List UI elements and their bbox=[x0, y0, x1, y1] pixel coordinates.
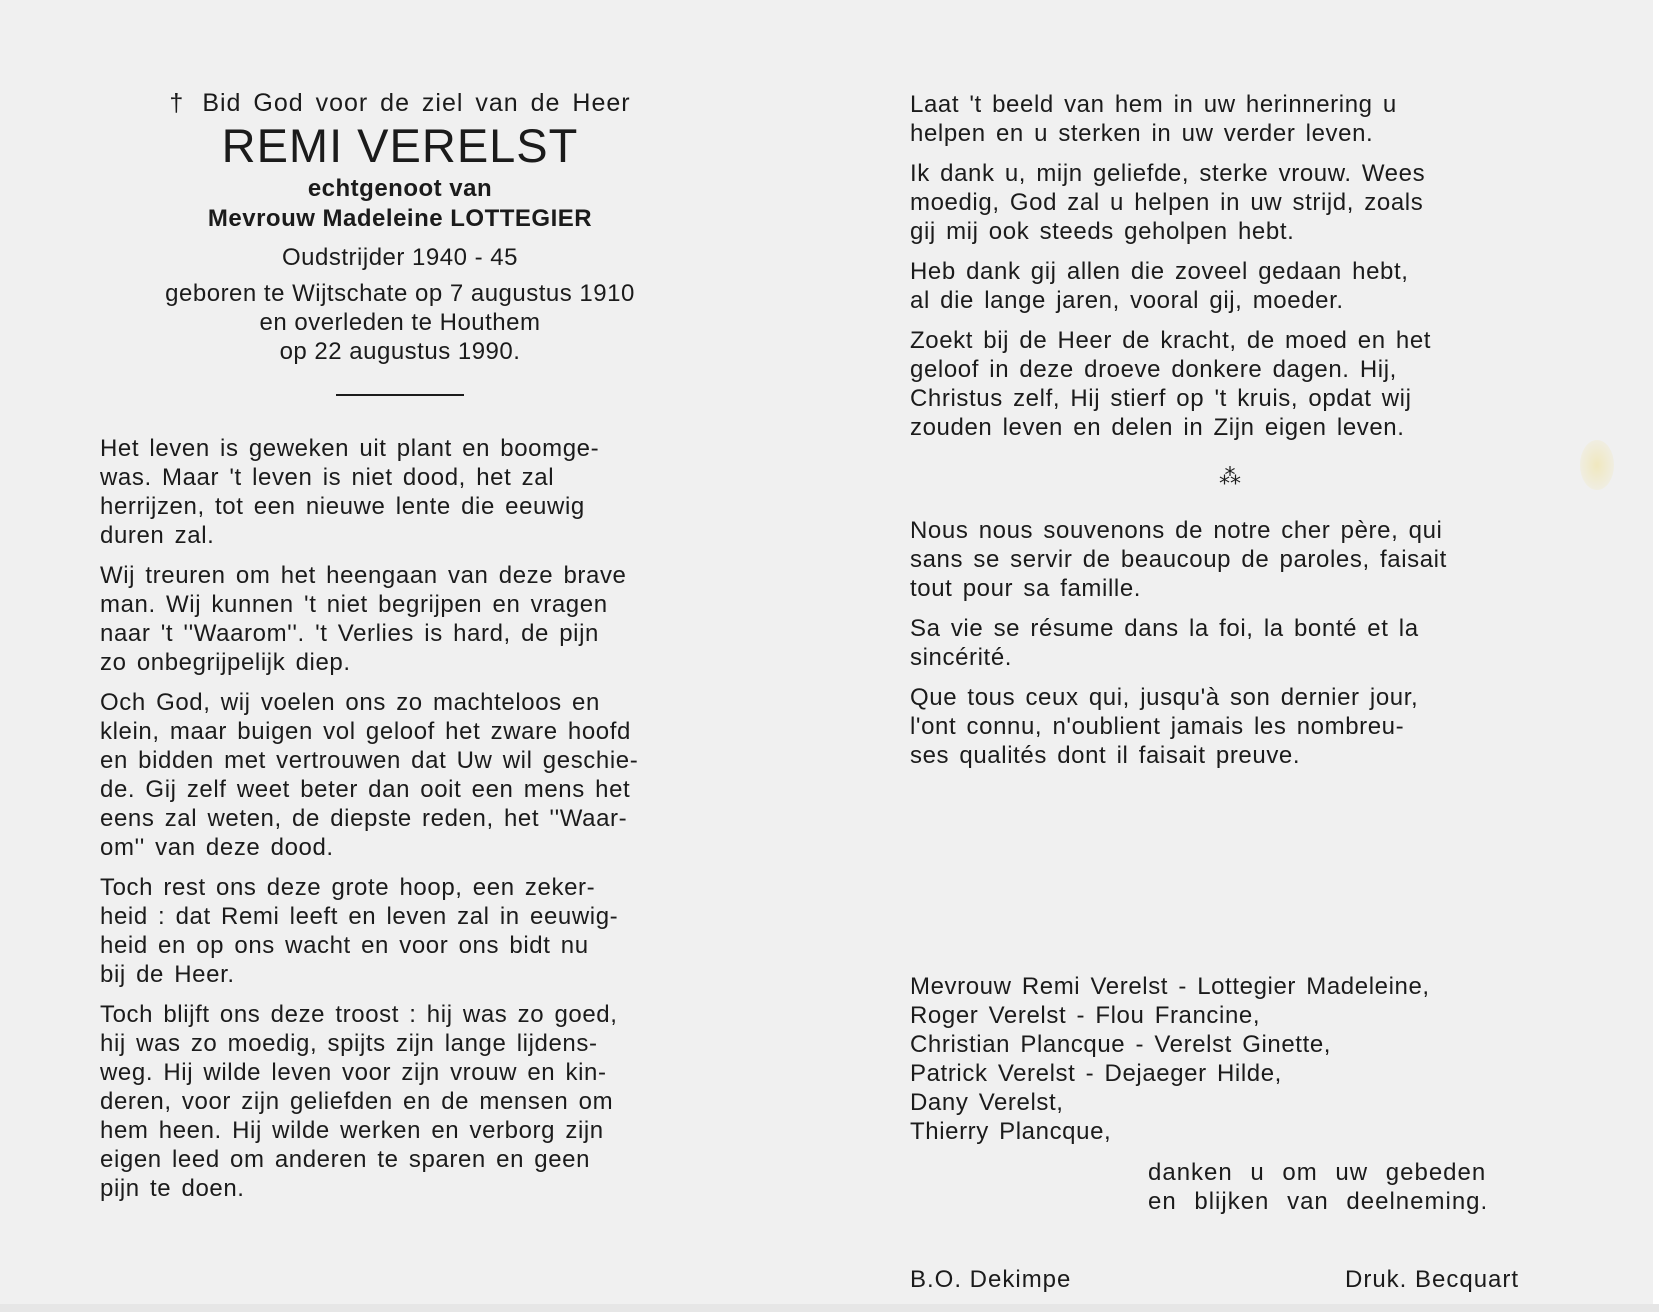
left-text bbox=[100, 434, 740, 1203]
paper-stain bbox=[1580, 440, 1614, 490]
paragraph: Het leven is geweken uit plant en boomge- was. Maar 't leven is niet dood, het zal herrijzen, tot een nieuwe lente die eeuwig duren zal. bbox=[100, 435, 600, 549]
family-member: Christian Plancque - Verelst Ginette, bbox=[910, 1031, 1332, 1058]
paragraph: Zoekt bij de Heer de kracht, de moed en het geloof in deze droeve donkere dagen. Hij, Christus zelf, Hij stierf op 't kruis, opdat wij zouden leven en delen in Zijn eigen leven. bbox=[910, 327, 1432, 441]
veteran-line: Oudstrijder 1940 - 45 bbox=[282, 244, 518, 271]
header-divider bbox=[336, 394, 464, 396]
family-member: Patrick Verelst - Dejaeger Hilde, bbox=[910, 1060, 1282, 1087]
spouse-intro: echtgenoot van bbox=[307, 175, 493, 202]
paragraph: Heb dank gij allen die zoveel gedaan hebt, al die lange jaren, vooral gij, moeder. bbox=[910, 258, 1409, 314]
paragraph-french: Que tous ceux qui, jusqu'à son dernier jour, l'ont connu, n'oublient jamais les nombreu- ses qualités dont il faisait preuve. bbox=[910, 684, 1419, 769]
paragraph: Laat 't beeld van hem in uw herinnering u helpen en u sterken in uw verder leven. bbox=[910, 91, 1397, 147]
death-line: en overleden te Houthem bbox=[259, 309, 541, 336]
thanks-line: en blijken van deelneming. bbox=[1148, 1188, 1489, 1215]
birth-line: geboren te Wijtschate op 7 augustus 1910 bbox=[165, 280, 635, 307]
family-member: Dany Verelst, bbox=[910, 1089, 1064, 1116]
funeral-director: B.O. Dekimpe bbox=[910, 1266, 1072, 1293]
invocation-line bbox=[80, 86, 720, 120]
paragraph-french: Sa vie se résume dans la foi, la bonté et la sincérité. bbox=[910, 615, 1419, 671]
family-list bbox=[910, 972, 1550, 1146]
card-edge-right bbox=[1653, 0, 1659, 1312]
life-dates bbox=[80, 279, 720, 366]
paragraph: Ik dank u, mijn geliefde, sterke vrouw. Wees moedig, God zal u helpen in uw strijd, zoals gij mij ook steeds geholpen hebt. bbox=[910, 160, 1426, 245]
thanks-line: danken u om uw gebeden bbox=[1148, 1159, 1487, 1186]
paragraph: Wij treuren om het heengaan van deze brave man. Wij kunnen 't niet begrijpen en vragen naar 't ''Waarom''. 't Verlies is hard, de pijn zo onbegrijpelijk diep. bbox=[100, 562, 627, 676]
invocation-text: Bid God voor de ziel van de Heer bbox=[202, 89, 631, 117]
death-date-line: op 22 augustus 1990. bbox=[279, 338, 521, 365]
spouse-name: Mevrouw Madeleine LOTTEGIER bbox=[207, 205, 593, 232]
deceased-name: REMI VERELST bbox=[221, 119, 579, 172]
family-member: Roger Verelst - Flou Francine, bbox=[910, 1002, 1261, 1029]
paragraph-french: Nous nous souvenons de notre cher père, qui sans se servir de beaucoup de paroles, faisait tout pour sa famille. bbox=[910, 517, 1447, 602]
asterism-icon: ⁂ bbox=[1219, 464, 1241, 489]
family-member: Thierry Plancque, bbox=[910, 1118, 1112, 1145]
family-member: Mevrouw Remi Verelst - Lottegier Madeleine, bbox=[910, 973, 1430, 1000]
right-column bbox=[910, 90, 1550, 781]
paragraph: Toch rest ons deze grote hoop, een zeker- heid : dat Remi leeft en leven zal in eeuwig- heid en op ons wacht en voor ons bidt nu bij de Heer. bbox=[100, 874, 619, 988]
thanks-note bbox=[1148, 1158, 1548, 1216]
card-edge-bottom bbox=[0, 1304, 1659, 1312]
cross-icon: † bbox=[169, 89, 185, 117]
paragraph: Och God, wij voelen ons zo machteloos en klein, maar buigen vol geloof het zware hoofd en bidden met vertrouwen dat Uw wil geschie- de. Gij zelf weet beter dan ooit een mens het eens zal weten, de diepste reden, het ''Waar- om'' van deze dood. bbox=[100, 689, 639, 861]
printer-credit: Druk. Becquart bbox=[1345, 1266, 1520, 1293]
header bbox=[80, 86, 720, 396]
left-column bbox=[100, 86, 740, 1214]
paragraph: Toch blijft ons deze troost : hij was zo goed, hij was zo moedig, spijts zijn lange lijdens- weg. Hij wilde leven voor zijn vrouw en kin- deren, voor zijn geliefden en de mensen om hem heen. Hij wilde werken en verborg zijn eigen leed om anderen te sparen en geen pijn te doen. bbox=[100, 1001, 618, 1202]
